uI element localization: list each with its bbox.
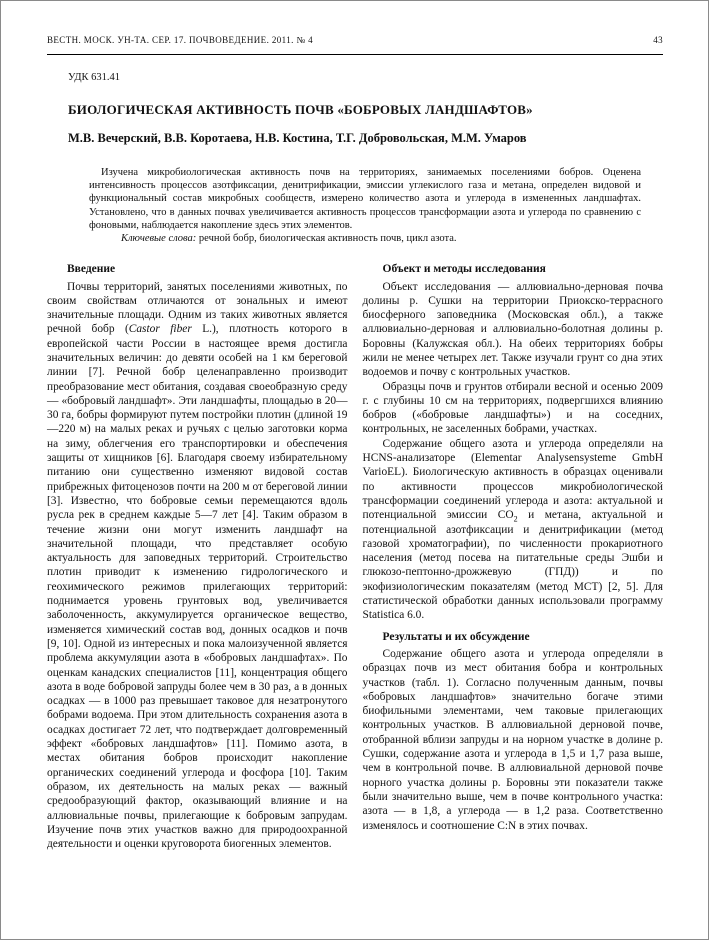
methods-text-part-1: Содержание общего азота и углерода определяли на HCNS-анализаторе (Elementar Analysensysteme GmbH VarioEL). Биологическую активность в образцах оценивали по активности процессов микробиологической трансформации соединений углерода и азота: актуальной и потенциальной эмиссии CO (362, 437, 663, 522)
species-latin-name: Castor fiber (128, 323, 192, 336)
methods-paragraph-2: Образцы почв и грунтов отбирали весной и осенью 2009 г. с глубины 10 см на территориях, подвергшихся влиянию бобров («бобровые ландшафты») и на соседних, контрольных, не заселенных бобрами, участках. (362, 380, 663, 436)
article-title: БИОЛОГИЧЕСКАЯ АКТИВНОСТЬ ПОЧВ «БОБРОВЫХ ЛАНДШАФТОВ» (68, 102, 533, 117)
right-column (363, 262, 664, 851)
running-header (47, 35, 663, 45)
results-paragraph: Содержание общего азота и углерода определяли в образцах почв из мест обитания бобра и контрольных участков (табл. 1). Согласно полученным данным, почвы «бобровых ландшафтов» значительно богаче этими биофильными элементами, чем таковые прилегающих контрольных участков. В аллювиальной дерновой почве, отобранной вблизи запруды и на норном участке в долине р. Сушки, содержание азота и углерода в 1,5 и 1,7 раза выше, чем в контрольной почве. В аллювиальной дерновой почве норного участка долины р. Боровны эти показатели также были значительно выше, чем в почве контрольного участка: азота — в 1,8, а углерода — в 1,2 раза. Соответственно изменялось и соотношение C:N в этих почвах. (362, 647, 663, 832)
section-heading-introduction: Введение (67, 263, 116, 276)
co2-subscript: 2 (513, 514, 518, 524)
methods-paragraph-1: Объект исследования — аллювиально-дерновая почва долины р. Сушки на территории Приокско-террасного биосферного заповедника (Московская обл.), а также аллювиально-дерновая и аллювиально-болотная долины р. Боровны (Калужская обл.). На обеих территориях бобры жили не менее четырех лет. Также изучали грунт со дна этих водоемов и почву с контрольных участков. (362, 280, 663, 379)
abstract-text: Изучена микробиологическая активность почв на территориях, занимаемых поселениями бобров. Оценена интенсивность процессов азотфиксации, денитрификации, эмиссии углекислого газа и метана, определен видовой и функциональный состав микробных сообществ, измерено количество азота и углерода в измененных ландшафтах. Установлено, что в данных почвах увеличивается активность процессов трансформации азота и углерода по сравнению с фоновыми, наблюдается накопление здесь этих элементов. (89, 167, 641, 231)
section-heading-results: Результаты и их обсуждение (382, 630, 530, 643)
methods-paragraph-3 (363, 437, 664, 623)
introduction-paragraph (47, 280, 348, 852)
keywords-label: Ключевые слова: (121, 233, 197, 245)
abstract-block (89, 166, 641, 245)
methods-text-part-2: и метана, актуальной и потенциальной азотфиксации и денитрификации (метод газовой хроматографии), по численности прокариотного населения (метод посева на питательные среды Эшби и глюкозо-пептонно-дрожжевую (ГПД)) и по экофизиологическим показателям (метод МСТ) [2, 5]. Для статистической обработки данных использовали программу Statistica 6.0. (362, 509, 663, 622)
two-column-body (47, 262, 663, 851)
keywords-line (89, 232, 641, 245)
keywords-text: речной бобр, биологическая активность почв, цикл азота. (196, 233, 457, 245)
journal-title: ВЕСТН. МОСК. УН-ТА. СЕР. 17. ПОЧВОВЕДЕНИЕ. 2011. № 4 (47, 35, 313, 45)
introduction-text-part-2: L.), плотность которого в европейской части России в настоящее время достигла значительных величин: до девяти особей на 1 км береговой линии [7]. Речной бобр целенаправленно производит преобразование мест обитания, создавая своеобразную среду — «бобровый ландшафт». Эти ландшафты, площадью в 20—30 га, бобры формируют путем постройки плотин (длиной 19—220 м) на малых реках и ручьях с целью заготовки корма на зиму, облегчения его транспортировки и обеспечения защиты от хищников [6]. Благодаря своему избирательному питанию они существенно изменяют видовой состав прибрежных фитоценозов почти на 200 м от береговой линии [3]. Известно, что бобровые семьи перемещаются вдоль русла рек в среднем каждые 5—7 лет [4]. Таким образом в течение жизни они могут изменить ландшафт на значительной площади, что представляет особую актуальность для заповедных территорий. Строительство плотин приводит к изменению гидрологического и геохимического режимов прилегающих территорий: поднимается уровень грунтовых вод, увеличивается заболоченность, аккумулируется органическое вещество, изменяется химический состав вод, донных осадков и почв [9, 10]. Одной из интересных и пока малоизученной является проблема аккумуляции азота в «бобровых ландшафтах». По оценкам канадских специалистов [11], концентрация общего азота в воде бобровой запруды более чем в 30 раз, а в донных осадках — в 1000 раз превышает таковое для незатронутого бобрами водоема. При этом длительность сохранения азота в осадках достигает 72 лет, что подтверждает долговременный эффект «бобровых ландшафтов» [11]. Помимо азота, в местах обитания бобров происходит накопление органических соединений углерода и фосфора [10]. Таким образом, их деятельность на малых реках — важный средообразующий фактор, оказывающий влияние и на аллювиальные почвы, прилегающие к бобровым запрудам. Изучение почв этих участков важно для природоохранной деятельности и оценки круговорота биогенных элементов. (47, 323, 348, 851)
introduction-text-part-1: Почвы территорий, занятых поселениями животных, по своим свойствам отличаются от зональных и имеют значительные площади. Одним из таких животных является речной бобр ( (47, 280, 348, 336)
udc-code: УДК 631.41 (68, 72, 121, 83)
authors-line: М.В. Вечерский, В.В. Коротаева, Н.В. Костина, Т.Г. Добровольская, М.М. Умаров (68, 131, 527, 145)
section-heading-methods: Объект и методы исследования (382, 263, 546, 276)
left-column (47, 262, 348, 851)
header-rule (47, 54, 663, 55)
page-number: 43 (653, 35, 663, 45)
